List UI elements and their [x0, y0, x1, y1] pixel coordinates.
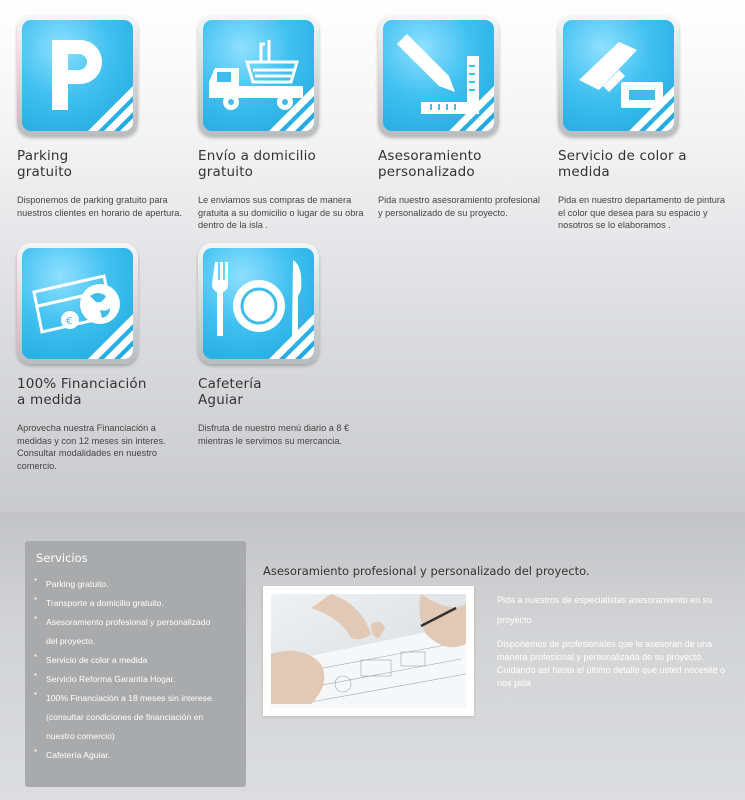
list-item-text: 100% Financiación a 18 meses sin interese. — [46, 693, 215, 703]
advisory-text — [497, 590, 742, 690]
paint-roller-icon — [563, 20, 674, 131]
feature-cafeteria — [198, 243, 378, 447]
list-item-text: Parking gratuito. — [46, 579, 109, 589]
feature-color — [558, 15, 738, 232]
feature-financing — [17, 243, 197, 472]
list-item — [34, 670, 244, 689]
feature-title: Servicio de color a medida — [558, 148, 687, 180]
bullet-icon: * — [34, 672, 38, 681]
list-item-text: del proyecto. — [46, 636, 96, 646]
feature-parking — [17, 15, 197, 219]
bullet-icon: * — [34, 596, 38, 605]
hands-blueprint-image — [271, 594, 466, 708]
list-item-text: Cafetería Aguiar. — [46, 750, 111, 760]
delivery-truck-icon — [203, 20, 314, 131]
svg-text:€: € — [66, 316, 73, 327]
feature-description: Pida en nuestro departamento de pintura el color que desea para su espacio y nosotros se lo elaboramos . — [558, 195, 726, 230]
ruler-pencil-icon — [383, 20, 494, 131]
bullet-icon: * — [34, 577, 38, 586]
list-item — [34, 651, 244, 670]
feature-description: Aprovecha nuestra Financiación a medidas y con 12 meses sin interes. Consultar modalidades en nuestro comercio. — [17, 423, 166, 471]
services-title: Servicios — [36, 551, 88, 565]
list-item — [34, 594, 244, 613]
advisory-photo — [263, 586, 474, 716]
feature-title: Envío a domicilio gratuito — [198, 148, 317, 180]
list-item-text: (consultar condiciones de financiación en — [46, 712, 204, 722]
feature-tile — [198, 15, 319, 136]
list-item-text: Servicio de color a medida — [46, 655, 148, 665]
feature-tile — [558, 15, 679, 136]
list-item — [34, 746, 244, 765]
bullet-icon: * — [34, 653, 38, 662]
list-item — [34, 575, 244, 594]
advisory-body: Disponemos de profesionales que le asesoran de una manera profesional y personalizada de su proyecto. Cuidando así hasta el último detalle que usted necesite o nos pida — [497, 639, 726, 688]
services-panel — [25, 541, 246, 787]
list-item — [34, 727, 244, 746]
feature-title: 100% Financiación a medida — [17, 376, 147, 408]
services-list — [34, 575, 244, 765]
list-item — [34, 632, 244, 651]
bullet-icon: * — [34, 691, 38, 700]
feature-title: Asesoramiento personalizado — [378, 148, 482, 180]
feature-delivery — [198, 15, 378, 232]
feature-title: Parking gratuito — [17, 148, 73, 180]
feature-tile — [198, 243, 319, 364]
list-item-text: Servicio Reforma Garantía Hogar. — [46, 674, 176, 684]
feature-description: Pida nuestro asesoramiento profesional y personalizado de su proyecto. — [378, 195, 540, 218]
feature-description: Disfruta de nuestro menú diario a 8 € mientras le servimos su mercancia. — [198, 423, 350, 446]
parking-icon — [22, 20, 133, 131]
feature-tile — [378, 15, 499, 136]
feature-tile — [17, 15, 138, 136]
advisory-title: Asesoramiento profesional y personalizado del proyecto. — [263, 564, 590, 578]
list-item-text: Transporte a domicilio gratuito. — [46, 598, 164, 608]
feature-tile — [17, 243, 138, 364]
feature-advisory — [378, 15, 558, 219]
list-item — [34, 689, 244, 708]
list-item — [34, 613, 244, 632]
bullet-icon: * — [34, 615, 38, 624]
advisory-lead: Pida a nuestros de especialistas asesoramiento en su proyecto — [497, 595, 713, 625]
feature-description: Le enviamos sus compras de manera gratuita a su domicilio o lugar de su obra dentro de la isla . — [198, 195, 364, 230]
feature-title: Cafetería Aguiar — [198, 376, 262, 408]
credit-card-icon — [22, 248, 133, 359]
list-item-text: nuestro comercio) — [46, 731, 115, 741]
list-item — [34, 708, 244, 727]
feature-description: Disponemos de parking gratuito para nuestros clientes en horario de apertura. — [17, 195, 182, 218]
fork-knife-plate-icon — [203, 248, 314, 359]
bullet-icon: * — [34, 748, 38, 757]
list-item-text: Asesoramiento profesional y personalizado — [46, 617, 211, 627]
